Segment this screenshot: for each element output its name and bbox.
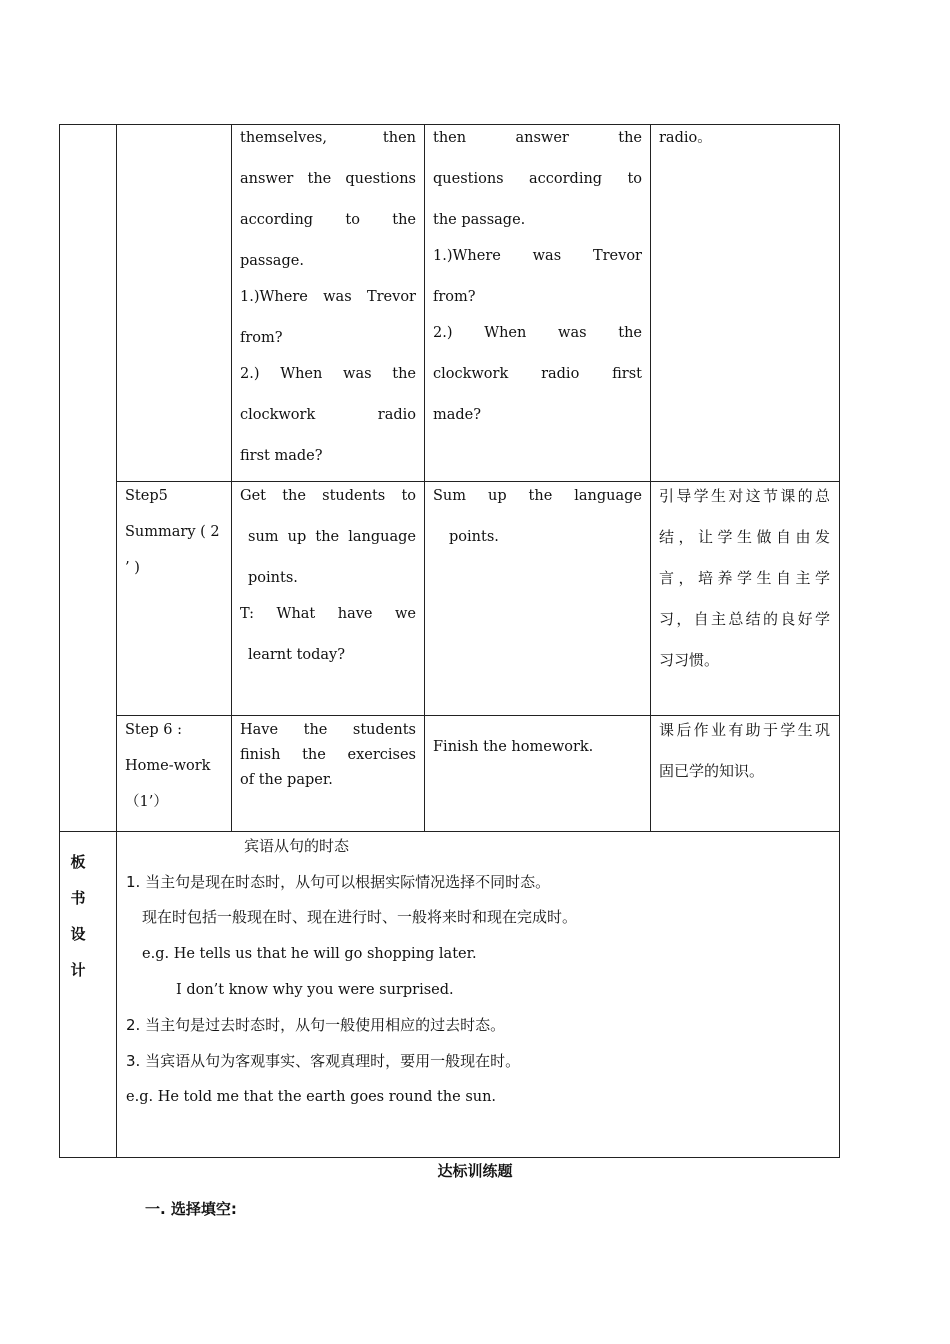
board-line: 2. 当主句是过去时态时，从句一般使用相应的过去时态。 — [126, 1016, 506, 1034]
board-line: 1. 当主句是现在时态时，从句可以根据实际情况选择不同时态。 — [126, 873, 551, 891]
teacher-activity-cell: themselves, then answer the questions according to the passage. 1.)Where was Trevor from? 2.) When was the clockwork radio first made? — [240, 130, 416, 464]
board-heading: 宾语从句的时态 — [244, 837, 350, 855]
student-activity-homework: Finish the homework. — [433, 739, 594, 755]
row-divider — [59, 831, 840, 832]
board-design-label: 板 书 设 计 — [70, 853, 86, 979]
col-divider — [116, 124, 117, 1158]
col-divider — [231, 124, 232, 832]
row-divider — [116, 481, 840, 482]
board-line: 现在时包括一般现在时、现在进行时、一般将来时和现在完成时。 — [142, 908, 578, 926]
purpose-homework: 课后作业有助于学生巩 固已学的知识。 — [659, 721, 830, 780]
board-line: 3. 当宾语从句为客观事实、客观真理时，要用一般现在时。 — [126, 1052, 521, 1070]
board-line: I don’t know why you were surprised. — [176, 982, 454, 998]
teacher-activity-homework: Have the students finish the exercises of the paper. — [240, 722, 416, 788]
table-border-right — [839, 124, 840, 1158]
board-line: e.g. He told me that the earth goes round the sun. — [126, 1089, 497, 1105]
board-line: e.g. He tells us that he will go shopping later. — [142, 946, 477, 962]
teacher-activity-summary: Get the students to sum up the language points. T: What have we learnt today? — [240, 488, 416, 663]
exercise-section-heading: 一. 选择填空: — [145, 1200, 237, 1218]
purpose-cell: radio。 — [659, 130, 712, 146]
col-divider — [650, 124, 651, 832]
student-activity-cell: then answer the questions according to the passage. 1.)Where was Trevor from? 2.) When was the clockwork radio first made? — [433, 130, 642, 423]
step-cell-summary: Step5 Summary ( 2 ’ ) — [125, 488, 220, 576]
table-border-bottom — [59, 1157, 840, 1158]
table-border-left — [59, 124, 60, 1158]
student-activity-summary: Sum up the language points. — [433, 488, 642, 545]
exercise-title: 达标训练题 — [437, 1162, 513, 1180]
row-divider — [116, 715, 840, 716]
table-border-top — [59, 124, 840, 125]
step-cell-homework: Step 6 : Home-work （1’） — [125, 722, 211, 810]
col-divider — [424, 124, 425, 832]
purpose-summary: 引导学生对这节课的总 结，让学生做自由发 言，培养学生自主学 习，自主总结的良好学 习习惯。 — [659, 487, 830, 669]
